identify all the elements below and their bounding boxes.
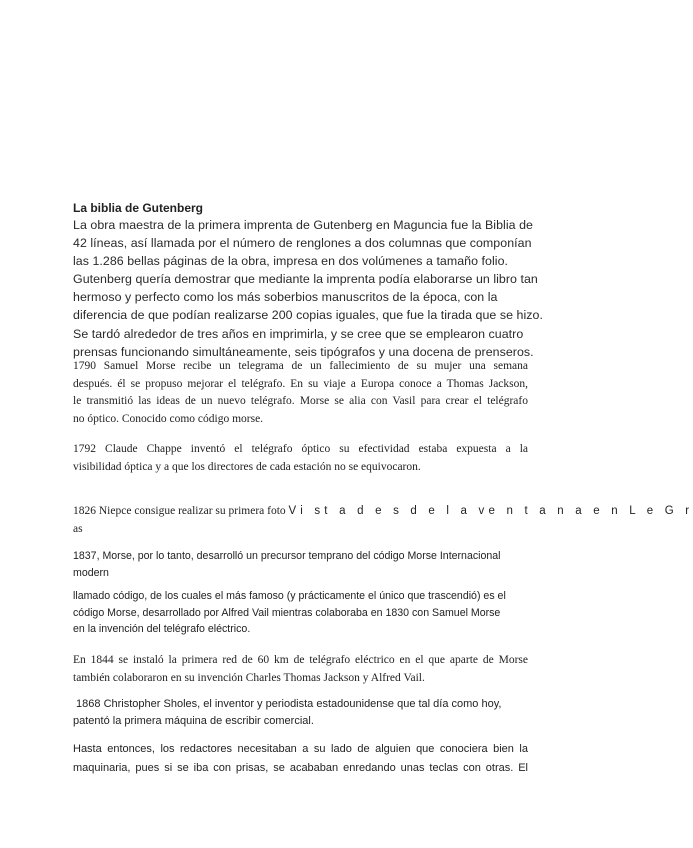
paragraph-line: maquinaria, pues si se iba con prisas, se acababan enredando unas teclas con otras. El: [73, 762, 528, 774]
telegraph-1844-paragraph: [73, 652, 528, 687]
paragraph-line: En 1844 se instaló la primera red de 60 km de telégrafo eléctrico en el que aparte de Morse: [73, 654, 528, 666]
paragraph-line: [73, 503, 693, 521]
paragraph-line: después. él se propuso mejorar el telégrafo. En su viaje a Europa conoce a Thomas Jackson,: [73, 377, 528, 390]
paragraph-line: hermoso y perfecto como los más soberbios manuscritos de la época, con la: [73, 290, 498, 305]
morse-1837-paragraph: [73, 548, 528, 581]
paragraph-line: prensas funcionando simultáneamente, seis tipógrafos y una docena de prenseros.: [73, 344, 534, 359]
morse-code-paragraph: [73, 588, 528, 638]
paragraph-line: en la invención del telégrafo eléctrico.: [73, 623, 251, 635]
paragraph-line: diferencia de que podían realizarse 200 copias iguales, que fue la tirada que se hizo.: [73, 308, 543, 323]
paragraph-line: Hasta entonces, los redactores necesitaban a su lado de alguien que conociera bien la: [73, 743, 528, 755]
paragraph-line: as: [73, 522, 83, 535]
spaced-photo-title: Vi st a d e s d e l a ve n t a n a e n L e G r: [288, 505, 693, 517]
gutenberg-paragraph: [73, 216, 543, 361]
paragraph-line: 1792 Claude Chappe inventó el telégrafo óptico su efectividad estaba expuesta a la: [73, 443, 528, 455]
typewriter-paragraph: [73, 740, 528, 778]
paragraph-line: llamado código, de los cuales el más famoso (y prácticamente el único que trascendió) es el: [73, 590, 506, 602]
paragraph-line: visibilidad óptica y a que los directores de cada estación no se equivocaron.: [73, 460, 421, 473]
paragraph-line: 1868 Christopher Sholes, el inventor y periodista estadounidense que tal día como hoy,: [73, 698, 502, 710]
chappe-1792-paragraph: [73, 441, 528, 476]
paragraph-text: 1826 Niepce consigue realizar su primera foto: [73, 505, 289, 517]
morse-1790-paragraph: [73, 358, 528, 428]
paragraph-line: 1837, Morse, por lo tanto, desarrolló un precursor temprano del código Morse Internacional: [73, 550, 501, 562]
paragraph-line: Gutenberg quería demostrar que mediante la imprenta podía elaborarse un libro tan: [73, 272, 538, 287]
section-title: La biblia de Gutenberg: [73, 201, 204, 215]
paragraph-line: modern: [73, 566, 109, 579]
paragraph-line: le transmitió las ideas de un nuevo telégrafo. Morse se alia con Vasil para crear el telégrafo: [73, 395, 528, 407]
sholes-1868-paragraph: [73, 696, 528, 730]
paragraph-line: patentó la primera máquina de escribir comercial.: [73, 715, 314, 727]
paragraph-line: Se tardó alrededor de tres años en imprimirla, y se cree que se emplearon cuatro: [73, 326, 524, 341]
paragraph-line: las 1.286 bellas páginas de la obra, impresa en dos volúmenes a tamaño folio.: [73, 254, 509, 269]
paragraph-line: también colaboraron en su invención Charles Thomas Jackson y Alfred Vail.: [73, 671, 425, 684]
paragraph-line: 1790 Samuel Morse recibe un telegrama de un fallecimiento de su mujer una semana: [73, 360, 528, 372]
paragraph-line: La obra maestra de la primera imprenta de Gutenberg en Maguncia fue la Biblia de: [73, 218, 533, 232]
paragraph-line: no óptico. Conocido como código morse.: [73, 412, 264, 425]
niepce-1826-paragraph: [73, 503, 693, 538]
paragraph-line: código Morse, desarrollado por Alfred Vail mientras colaboraba en 1830 con Samuel Morse: [73, 606, 501, 619]
paragraph-line: 42 líneas, así llamada por el número de renglones a dos columnas que componían: [73, 236, 532, 251]
